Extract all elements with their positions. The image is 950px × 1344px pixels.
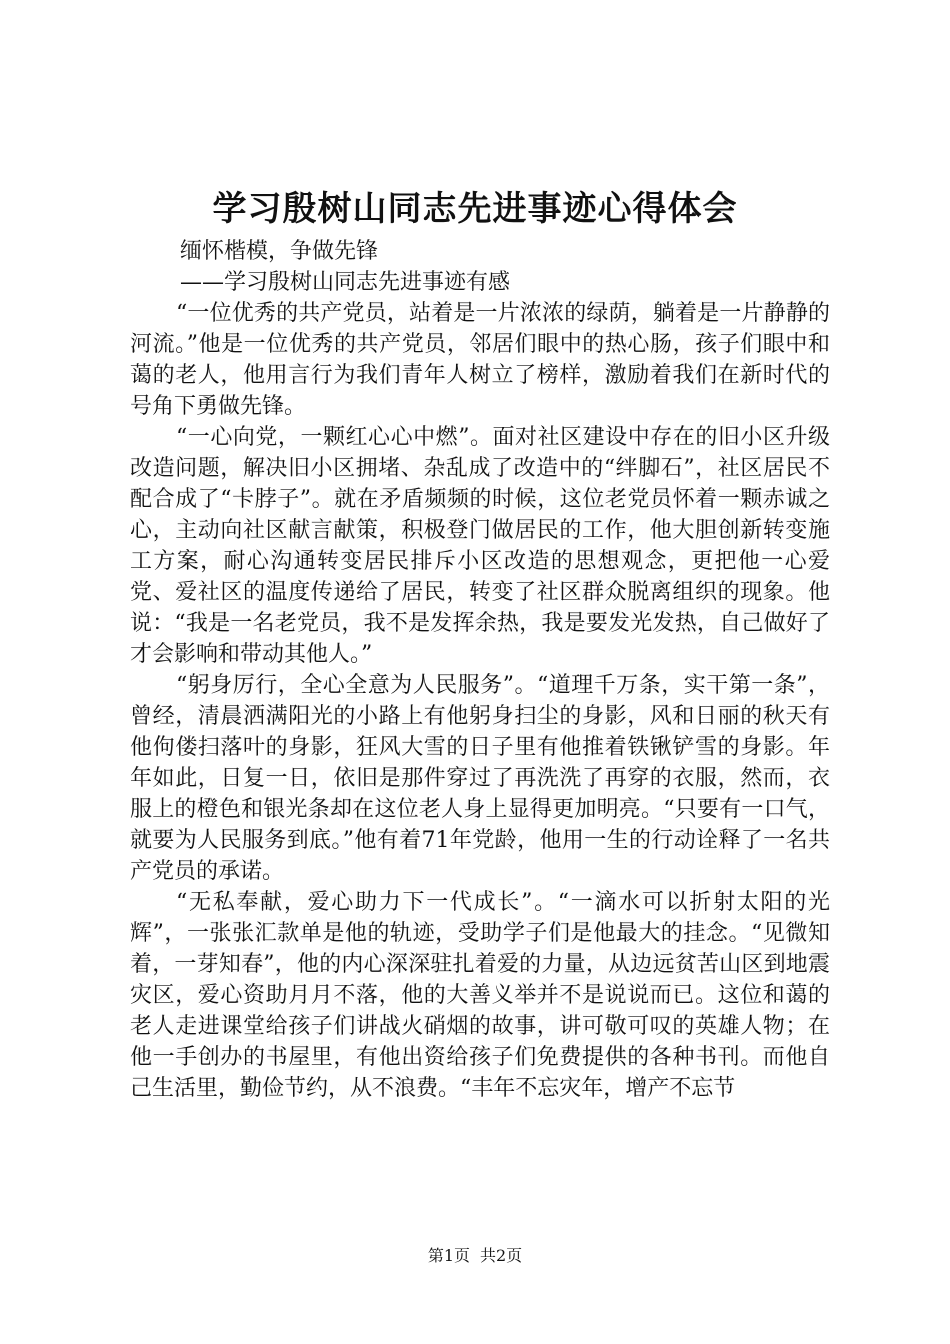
paragraph-2: “一心向党，一颗红心心中燃”。面对社区建设中存在的旧小区升级改造问题，解决旧小区拥堵、杂乱成了改造中的“绊脚石”，社区居民不配合成了“卡脖子”。就在矛盾频频的时候，这位老党员怀着一颗赤诚之心，主动向社区献言献策，积极登门做居民的工作，他大胆创新转变施工方案，耐心沟通转变居民排斥小区改造的思想观念，更把他一心爱党、爱社区的温度传递给了居民，转变了社区群众脱离组织的现象。他说：“我是一名老党员，我不是发挥余热，我是要发光发热，自己做好了才会影响和带动其他人。” [130,425,830,667]
page-number: 第1页 [427,1246,470,1265]
paragraph-4: “无私奉献，爱心助力下一代成长”。“一滴水可以折射太阳的光辉”，一张张汇款单是他的轨迹，受助学子们是他最大的挂念。“见微知着，一芽知春”，他的内心深深驻扎着爱的力量，从边远贫苦山区到地震灾区，爱心资助月月不落，他的大善义举并不是说说而已。这位和蔼的老人走进课堂给孩子们讲战火硝烟的故事，讲可敬可叹的英雄人物；在他一手创办的书屋里，有他出资给孩子们免费提供的各种书刊。而他自己生活里，勤俭节约，从不浪费。“丰年不忘灾年，增产不忘节 [130,890,830,1101]
document-byline: ——学习殷树山同志先进事迹有感 [180,270,511,295]
document-title: 学习殷树山同志先进事迹心得体会 [212,189,738,229]
paragraph-1: “一位优秀的共产党员，站着是一片浓浓的绿荫，躺着是一片静静的河流。”他是一位优秀的共产党员，邻居们眼中的热心肠，孩子们眼中和蔼的老人，他用言行为我们青年人树立了榜样，激励着我们在新时代的号角下勇做先锋。 [130,301,830,419]
page-footer [0,1245,950,1267]
document-subtitle: 缅怀楷模，争做先锋 [180,239,379,264]
document-body [130,236,830,1104]
page-total: 共2页 [480,1246,523,1265]
paragraph-3: “躬身厉行，全心全意为人民服务”。“道理千万条，实干第一条”，曾经，清晨洒满阳光的小路上有他躬身扫尘的身影，风和日丽的秋天有他佝偻扫落叶的身影，狂风大雪的日子里有他推着铁锹铲雪的身影。年年如此，日复一日，依旧是那件穿过了再洗洗了再穿的衣服，然而，衣服上的橙色和银光条却在这位老人身上显得更加明亮。“只要有一口气，就要为人民服务到底。”他有着71年党龄，他用一生的行动诠释了一名共产党员的承诺。 [130,673,830,884]
